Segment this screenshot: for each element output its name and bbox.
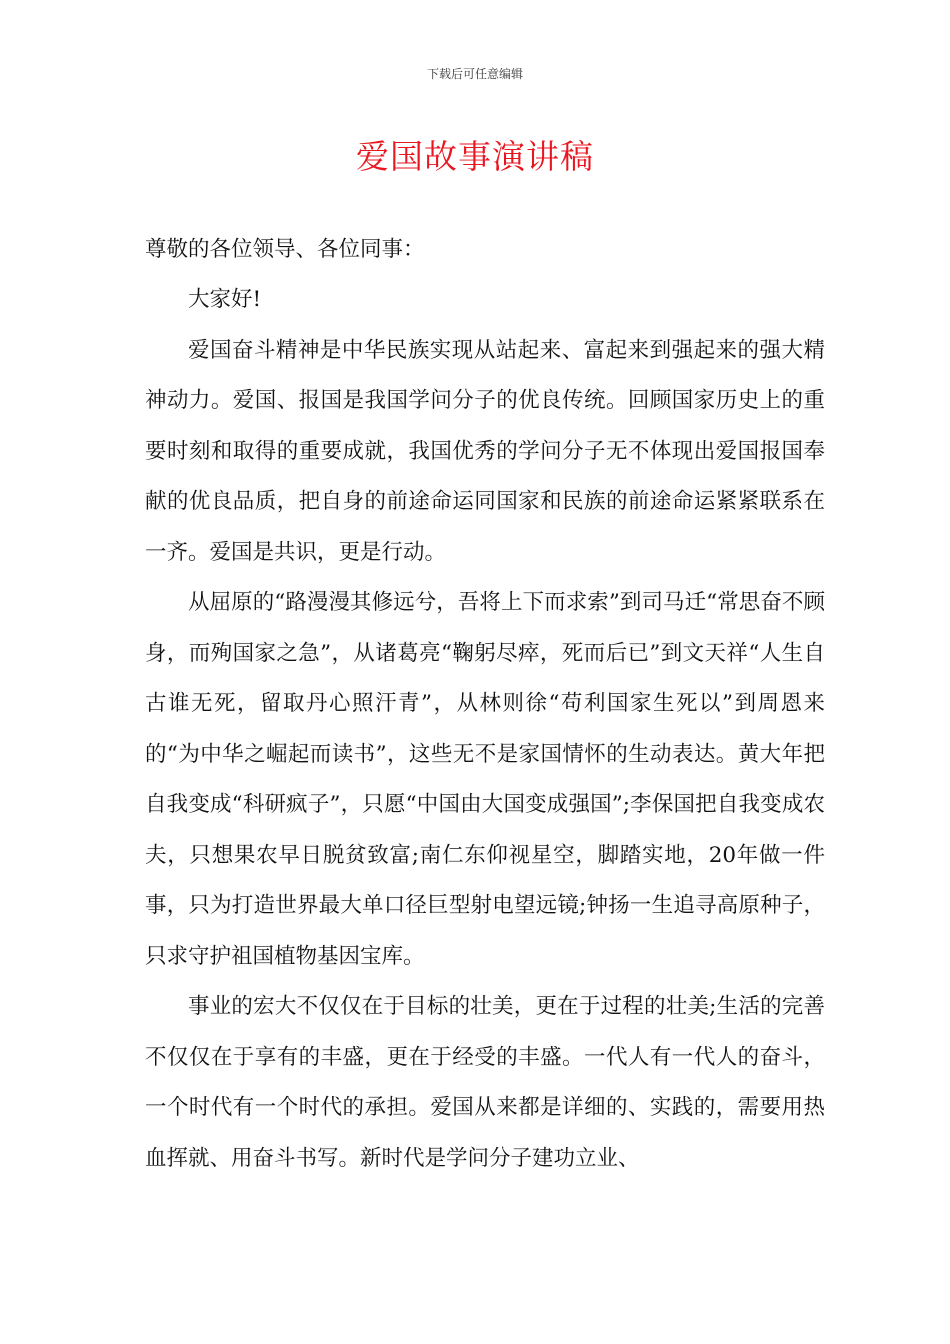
page-header-note: 下载后可任意编辑: [426, 67, 523, 81]
paragraph-1: 爱国奋斗精神是中华民族实现从站起来、富起来到强起来的强大精神动力。爱国、报国是我国学问分子的优良传统。回顾国家历史上的重要时刻和取得的重要成就，我国优秀的学问分子无不体现出爱国报国奉献的优良品质，把自身的前途命运同国家和民族的前途命运紧紧联系在一齐。爱国是共识，更是行动。: [145, 337, 825, 565]
paragraph-3: 事业的宏大不仅仅在于目标的壮美，更在于过程的壮美;生活的完善不仅仅在于享有的丰盛，更在于经受的丰盛。一代人有一代人的奋斗，一个时代有一个时代的承担。爱国从来都是详细的、实践的，需要用热血挥就、用奋斗书写。新时代是学问分子建功立业、: [145, 994, 825, 1171]
document-body: [145, 224, 825, 1184]
greeting: 大家好!: [188, 287, 262, 312]
salutation: 尊敬的各位领导、各位同事：: [145, 237, 425, 262]
document-title: 爱国故事演讲稿: [356, 137, 594, 176]
paragraph-2: 从屈原的“路漫漫其修远兮，吾将上下而求索”到司马迁“常思奋不顾身，而殉国家之急”，从诸葛亮“鞠躬尽瘁，死而后已”到文天祥“人生自古谁无死，留取丹心照汗青”，从林则徐“苟利国家生死以”到周恩来的“为中华之崛起而读书”，这些无不是家国情怀的生动表达。黄大年把自我变成“科研疯子”，只愿“中国由大国变成强国”;李保国把自我变成农夫，只想果农早日脱贫致富;南仁东仰视星空，脚踏实地，20年做一件事，只为打造世界最大单口径巨型射电望远镜;钟扬一生追寻高原种子，只求守护祖国植物基因宝库。: [145, 590, 825, 969]
